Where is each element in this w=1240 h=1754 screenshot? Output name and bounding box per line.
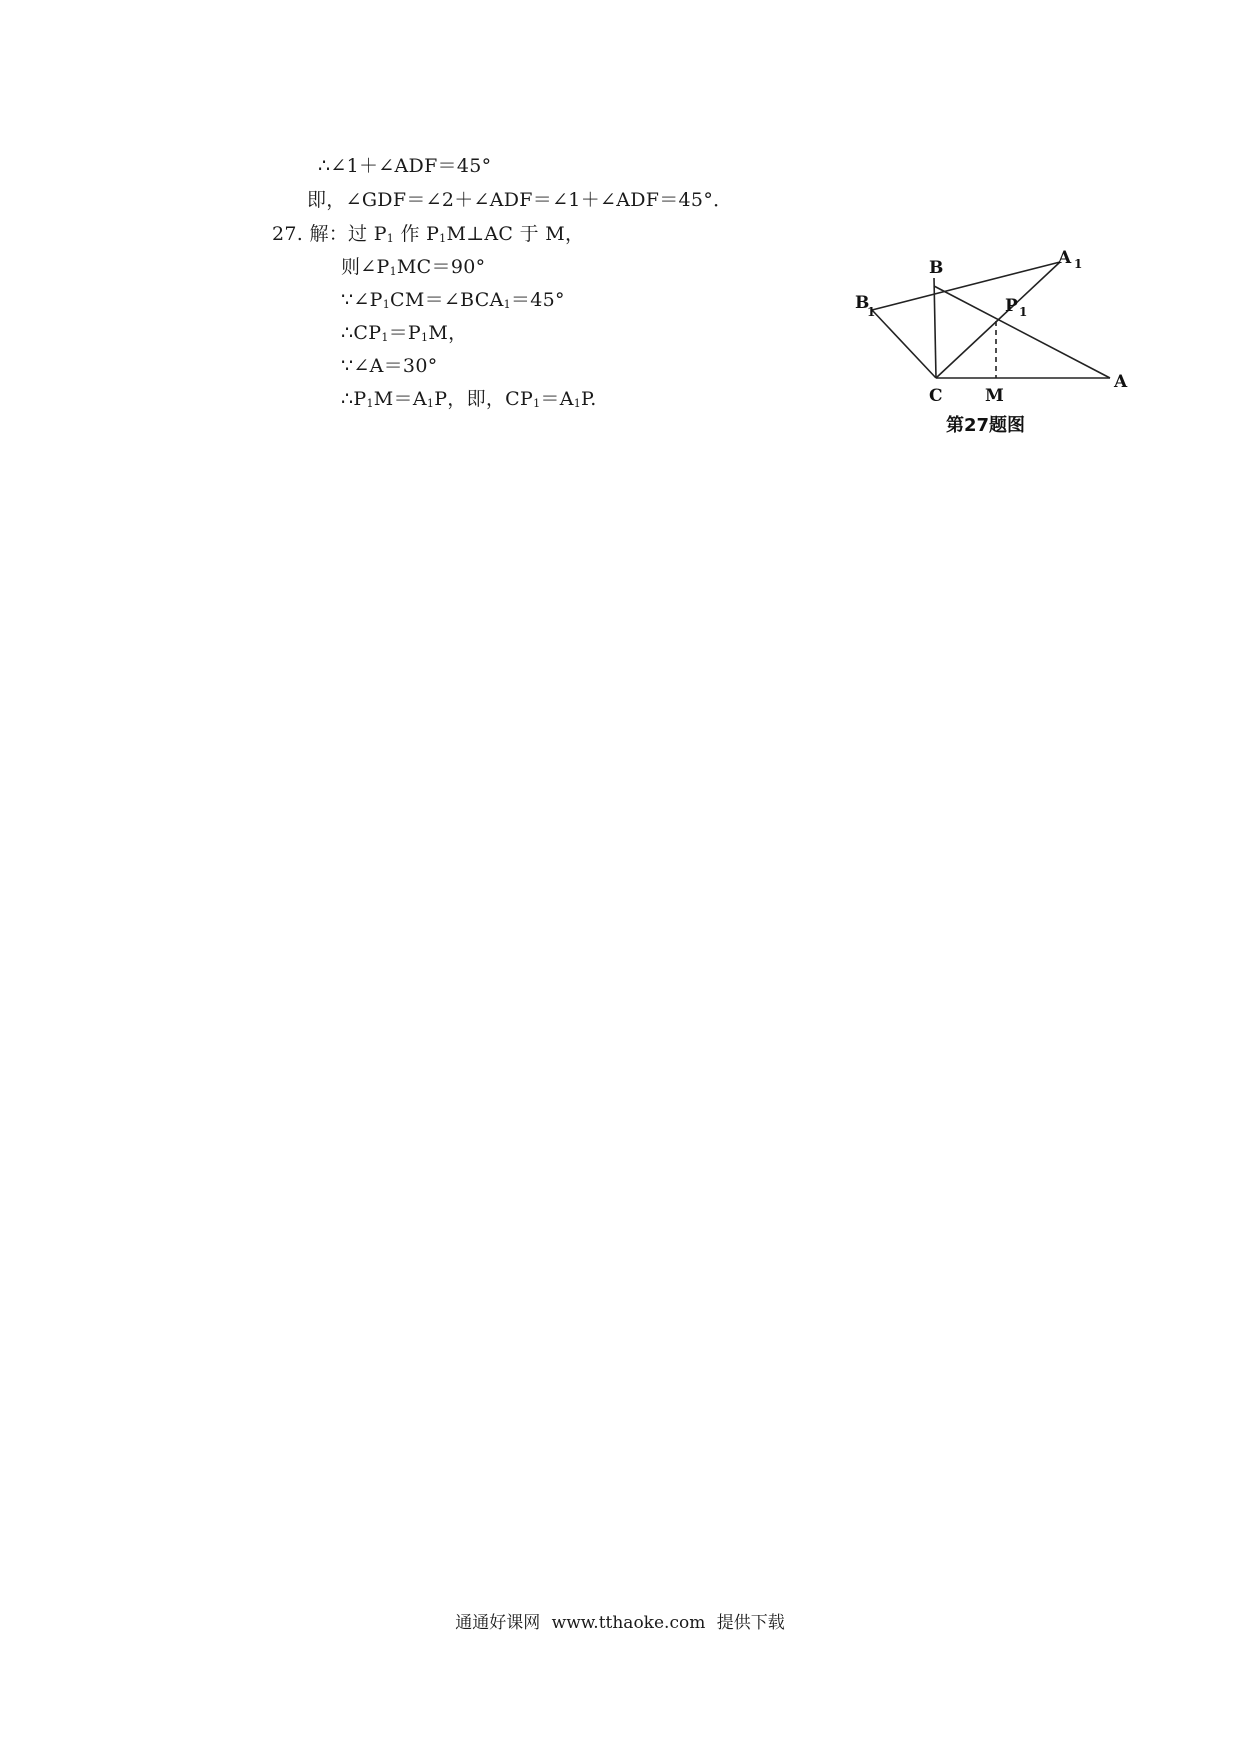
subscript: 1 (439, 232, 447, 245)
label-b1-sub: 1 (867, 305, 876, 319)
solution-line-7 (341, 354, 438, 378)
solution-line-4 (341, 255, 485, 284)
line-text: ∴∠1＋∠ADF＝45° (318, 155, 492, 177)
solution-line-5 (341, 288, 565, 317)
subscript: 1 (573, 397, 582, 410)
solution-line-6 (341, 321, 467, 350)
label-a1-sub: 1 (1074, 257, 1083, 271)
geometry-figure (838, 248, 1158, 448)
line-text: P. (581, 388, 597, 410)
figure-lines (872, 262, 1110, 378)
line-text: MC＝90° (396, 256, 486, 278)
solution-line-1 (318, 154, 491, 178)
subscript: 1 (426, 397, 435, 410)
subscript: 1 (386, 232, 395, 245)
subscript: 1 (389, 265, 397, 278)
line-text: 即，∠GDF＝∠2＋∠ADF＝∠1＋∠ADF＝45°． (307, 189, 733, 211)
line-text: ∴P (341, 388, 367, 410)
line-text: 则∠P (341, 256, 390, 278)
subscript: 1 (533, 397, 541, 410)
label-a1: A (1058, 248, 1072, 268)
line-text: M＝A (373, 388, 427, 410)
line-b1-c (872, 310, 936, 378)
line-c-a1 (936, 262, 1060, 378)
page-footer (0, 1608, 1240, 1633)
line-text: 作 P (400, 223, 440, 245)
line-text: ＝P (388, 322, 422, 344)
label-c: C (929, 386, 943, 406)
label-p1: P (1005, 296, 1018, 316)
subscript: 1 (381, 331, 389, 344)
line-text: M， (428, 322, 468, 344)
label-p1-sub: 1 (1019, 305, 1028, 319)
subscript: 1 (366, 397, 374, 410)
line-text: 27. 解：过 P (272, 223, 387, 245)
subscript: 1 (421, 331, 429, 344)
line-text: ＝A (540, 388, 574, 410)
label-m: M (985, 386, 1004, 406)
subscript: 1 (503, 298, 511, 311)
line-text: M⊥AC 于 M， (446, 223, 585, 245)
label-b1: B (855, 293, 870, 313)
line-text: ∴CP (341, 322, 382, 344)
line-text: ∵∠P (341, 289, 383, 311)
footer-text: 通通好课网 www.tthaoke.com 提供下载 (455, 1613, 785, 1633)
label-a: A (1114, 372, 1128, 392)
line-text: ∵∠A＝30° (341, 355, 438, 377)
subscript: 1 (382, 298, 391, 311)
solution-line-3 (272, 222, 584, 251)
figure-caption: 第27题图 (946, 415, 1026, 436)
line-b-a (934, 286, 1110, 378)
line-text: CM＝∠BCA (390, 289, 504, 311)
solution-line-2 (307, 188, 732, 212)
line-text: P，即，CP (434, 388, 534, 410)
label-b: B (929, 258, 944, 278)
line-text: ＝45° (510, 289, 565, 311)
solution-line-8 (341, 387, 597, 416)
